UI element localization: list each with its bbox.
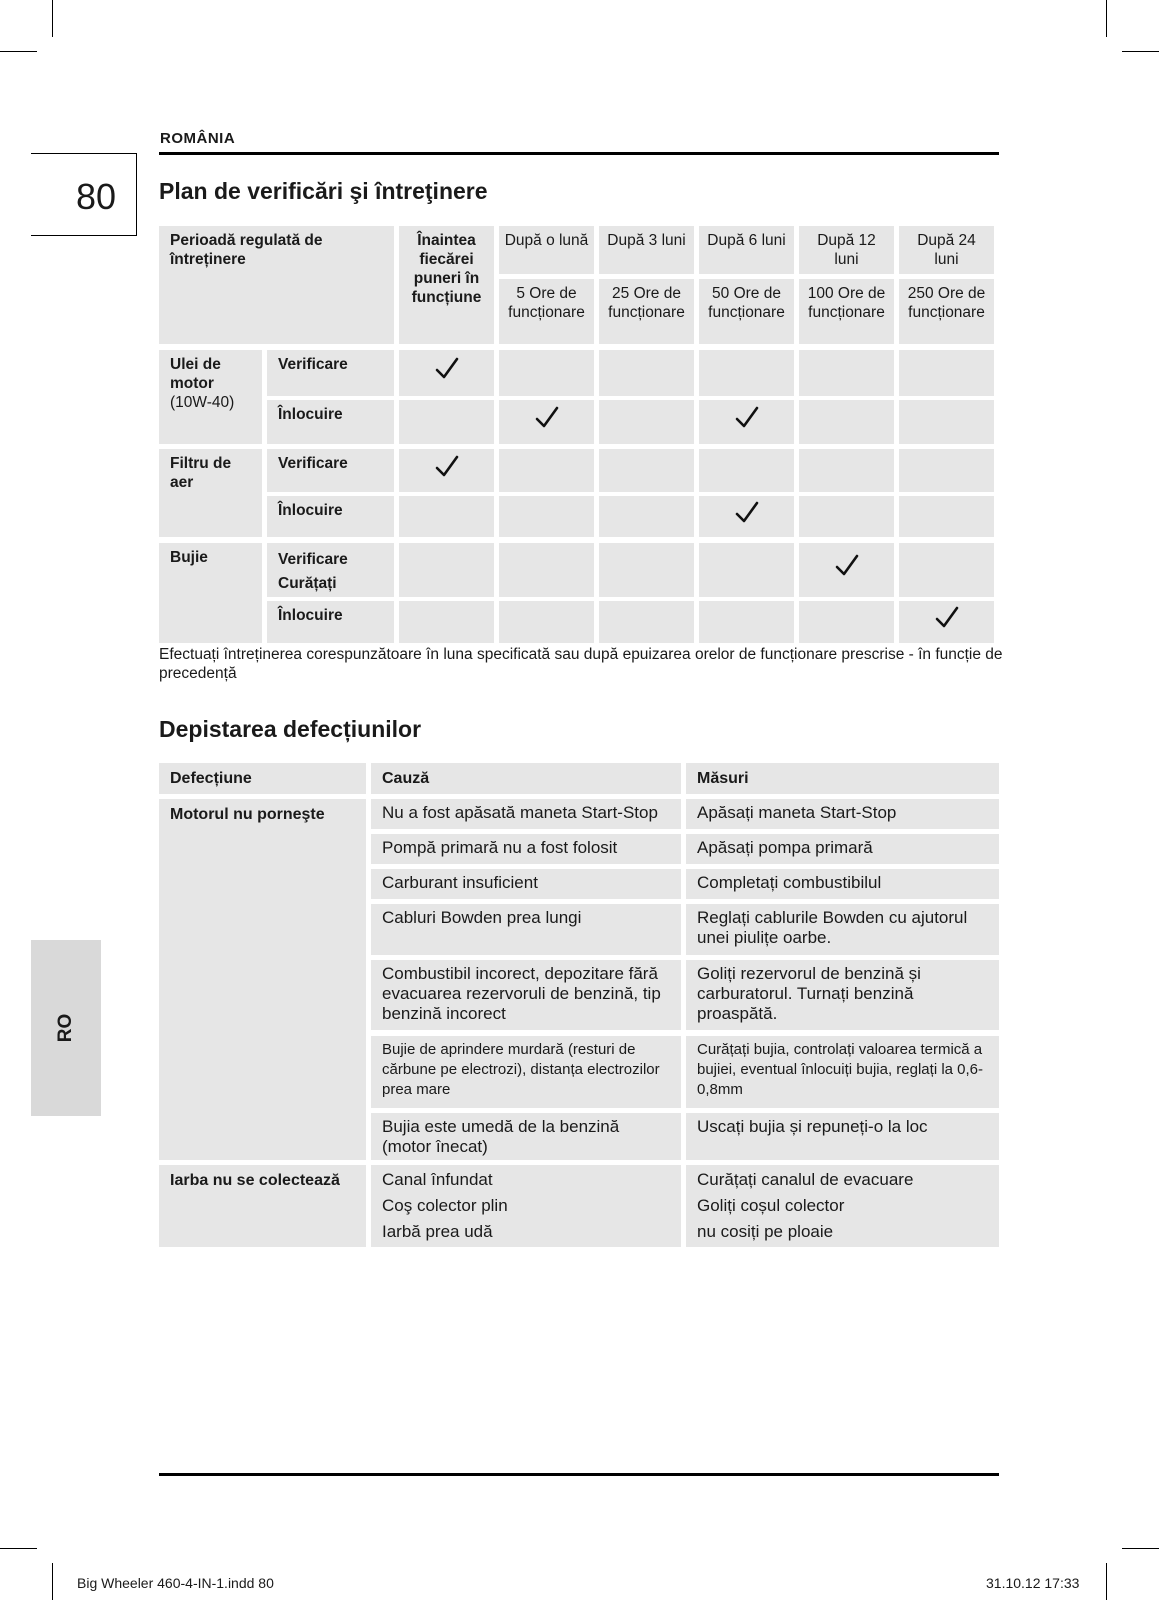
cause-cell: Carburant insuficient — [371, 869, 681, 899]
oil-check-label: Verificare — [267, 350, 394, 396]
oil-replace-label: Înlocuire — [267, 400, 394, 444]
hours-header-1: 5 Ore de funcționare — [499, 279, 594, 344]
check-cell — [799, 601, 894, 643]
check-cell — [899, 449, 994, 492]
check-cell — [499, 449, 594, 492]
check-cell — [399, 543, 494, 597]
cause-cell: Cabluri Bowden prea lungi — [371, 904, 681, 955]
plug-check-label — [267, 543, 394, 597]
check-icon — [527, 401, 567, 435]
measure-cell: Reglați cablurile Bowden cu ajutorul unei piulițe oarbe. — [686, 904, 999, 955]
group-air-filter — [159, 449, 262, 537]
interval-header-1: După o lună — [499, 226, 594, 274]
check-cell — [899, 601, 994, 643]
check-icon — [727, 401, 767, 435]
grass-measures-cell — [686, 1165, 999, 1247]
measure-cell: Completați combustibilul — [686, 869, 999, 899]
grass-measure-1: Curățați canalul de evacuare — [697, 1170, 914, 1189]
cause-header: Cauză — [371, 763, 681, 794]
grass-cause-2: Coş colector plin — [382, 1196, 508, 1215]
check-cell — [599, 496, 694, 537]
interval-header-3: După 6 luni — [699, 226, 794, 274]
footer-date: 31.10.12 17:33 — [986, 1575, 1080, 1591]
maintenance-note: Efectuați întreținerea corespunzătoare în luna specificată sau după epuizarea orelor de funcționare prescrise - în funcție de precedență — [159, 646, 1003, 682]
check-icon — [927, 601, 967, 635]
cause-cell: Bujia este umedă de la benzină (motor înecat) — [371, 1113, 681, 1160]
check-cell — [599, 601, 694, 643]
check-cell — [799, 400, 894, 444]
group-spark-plug-label: Bujie — [170, 549, 208, 566]
check-cell — [599, 543, 694, 597]
plug-replace-label: Înlocuire — [267, 601, 394, 643]
language-code: RO — [55, 1013, 76, 1043]
measure-cell: Goliți rezervorul de benzină și carburatorul. Turnați benzină proaspătă. — [686, 960, 999, 1030]
grass-measure-2: Goliți coșul colector — [697, 1196, 845, 1215]
interval-header-5: După 24 luni — [899, 226, 994, 274]
check-cell — [399, 449, 494, 492]
check-cell — [799, 449, 894, 492]
cause-cell: Pompă primară nu a fost folosit — [371, 834, 681, 864]
check-icon — [827, 549, 867, 583]
grass-measure-3: nu cosiți pe ploaie — [697, 1222, 834, 1241]
hours-header-3: 50 Ore de funcționare — [699, 279, 794, 344]
check-cell — [899, 350, 994, 396]
check-cell — [499, 601, 594, 643]
group-oil-sub: (10W-40) — [170, 394, 235, 411]
hours-header-4: 100 Ore de funcționare — [799, 279, 894, 344]
group-oil-label: Ulei de motor — [170, 356, 221, 392]
check-cell — [799, 543, 894, 597]
measure-cell: Apăsați maneta Start-Stop — [686, 799, 999, 829]
group-oil — [159, 350, 262, 444]
maintenance-title: Plan de verificări şi întreţinere — [159, 178, 488, 204]
measures-header: Măsuri — [686, 763, 999, 794]
before-use-header: Înaintea fiecărei puneri în funcțiune — [399, 226, 494, 344]
check-cell — [799, 350, 894, 396]
check-cell — [399, 400, 494, 444]
check-cell — [699, 496, 794, 537]
hours-header-2: 25 Ore de funcționare — [599, 279, 694, 344]
check-cell — [699, 543, 794, 597]
check-cell — [399, 601, 494, 643]
group-spark-plug — [159, 543, 262, 643]
fault-engine-not-starting: Motorul nu porneşte — [159, 799, 366, 1160]
grass-causes-cell — [371, 1165, 681, 1247]
grass-cause-3: Iarbă prea udă — [382, 1222, 493, 1241]
check-cell — [599, 350, 694, 396]
check-cell — [699, 350, 794, 396]
footer-file: Big Wheeler 460-4-IN-1.indd 80 — [77, 1575, 274, 1591]
period-header: Perioadă regulată de întreținere — [159, 226, 394, 344]
group-air-filter-label: Filtru de aer — [170, 455, 232, 491]
check-icon — [427, 352, 467, 386]
check-cell — [399, 496, 494, 537]
cause-cell: Nu a fost apăsată maneta Start-Stop — [371, 799, 681, 829]
check-cell — [699, 601, 794, 643]
section-label: ROMÂNIA — [160, 130, 236, 147]
cause-cell: Bujie de aprindere murdară (resturi de cărbune pe electrozi), distanța electrozilor prea mare — [371, 1036, 681, 1108]
check-cell — [399, 350, 494, 396]
fault-grass-not-collected: Iarba nu se colectează — [159, 1165, 366, 1247]
header-rule — [159, 152, 999, 155]
check-cell — [499, 350, 594, 396]
check-cell — [799, 496, 894, 537]
hours-header-5: 250 Ore de funcționare — [899, 279, 994, 344]
check-cell — [899, 543, 994, 597]
check-icon — [727, 496, 767, 530]
check-cell — [699, 400, 794, 444]
check-cell — [499, 400, 594, 444]
grass-cause-1: Canal înfundat — [382, 1170, 493, 1189]
footer-rule — [159, 1473, 999, 1476]
check-cell — [499, 543, 594, 597]
check-cell — [599, 400, 694, 444]
plug-check-action: Verificare — [278, 551, 348, 568]
plug-clean-action: Curățați — [278, 575, 337, 592]
fault-header: Defecțiune — [159, 763, 366, 794]
measure-cell: Apăsați pompa primară — [686, 834, 999, 864]
cause-cell: Combustibil incorect, depozitare fără evacuarea rezervoruli de benzină, tip benzină incorect — [371, 960, 681, 1030]
measure-cell: Curățați bujia, controlați valoarea termică a bujiei, eventual înlocuiți bujia, reglați la 0,6-0,8mm — [686, 1036, 999, 1108]
check-cell — [899, 400, 994, 444]
troubleshooting-title: Depistarea defecțiunilor — [159, 716, 422, 742]
language-side-tab — [31, 940, 101, 1116]
check-cell — [899, 496, 994, 537]
check-cell — [599, 449, 694, 492]
interval-header-2: După 3 luni — [599, 226, 694, 274]
measure-cell: Uscați bujia și repuneți-o la loc — [686, 1113, 999, 1160]
interval-header-4: După 12 luni — [799, 226, 894, 274]
page-number: 80 — [76, 176, 117, 217]
air-check-label: Verificare — [267, 449, 394, 492]
check-cell — [699, 449, 794, 492]
check-cell — [499, 496, 594, 537]
air-replace-label: Înlocuire — [267, 496, 394, 537]
check-icon — [427, 450, 467, 484]
